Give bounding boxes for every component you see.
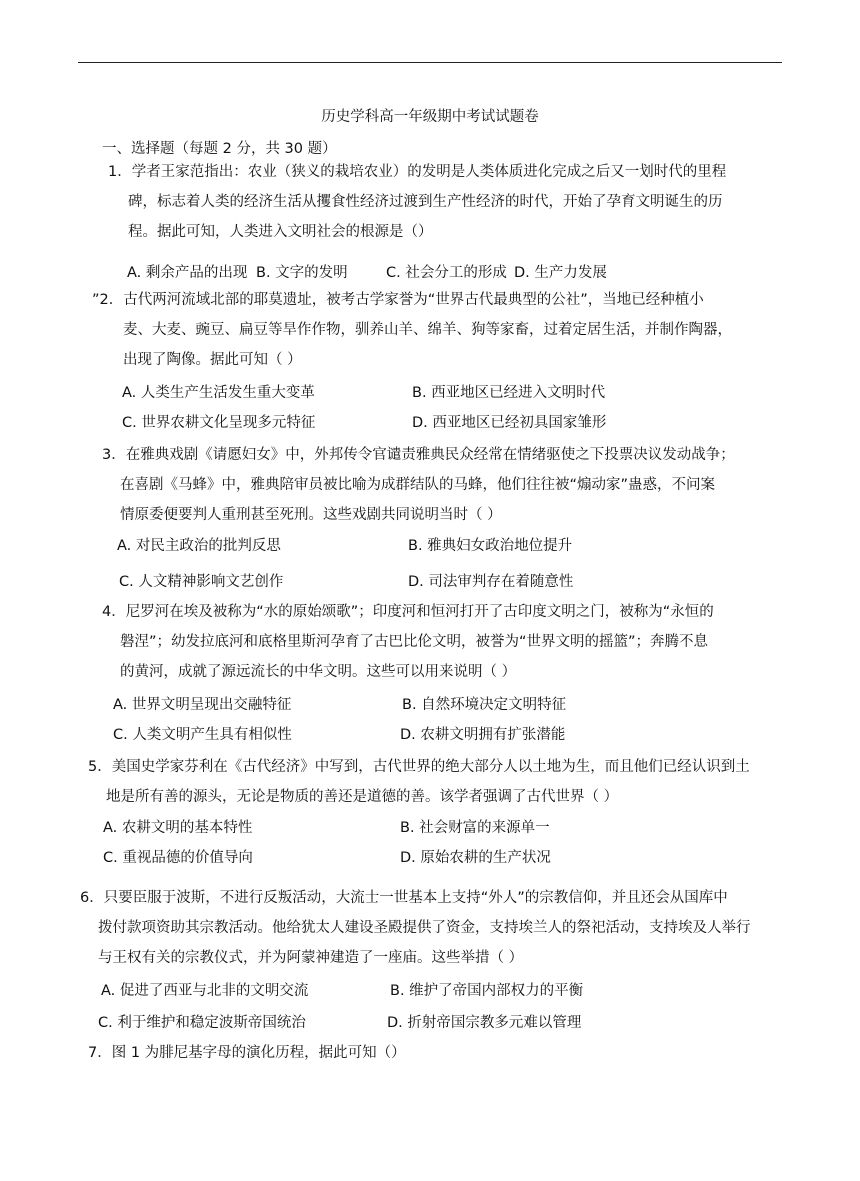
option-d: D. 原始农耕的生产状况 [400,850,551,866]
question-4 [102,597,714,687]
page-title: 历史学科高一年级期中考试试题卷 [321,109,539,125]
question-line: 出现了陶像。据此可知（ ） [123,352,302,368]
option-a: A. 剩余产品的出现 [127,265,248,281]
question-line: 程。据此可知，人类进入文明社会的根源是（） [128,224,433,240]
question-1 [108,157,726,247]
question-2 [92,285,732,375]
question-line: 1．学者王家范指出：农业（狭义的栽培农业）的发明是人类体质进化完成之后又一划时代的里程 [108,164,727,180]
option-a: A. 农耕文明的基本特性 [103,820,253,836]
question-5 [88,752,750,812]
option-c: C. 利于维护和稳定波斯帝国统治 [98,1015,306,1031]
question-line: 情原委便要判人重刑甚至死刑。这些戏剧共同说明当时（ ） [120,507,502,523]
option-d: D. 农耕文明拥有扩张潜能 [400,727,566,743]
question-line: ”2．古代两河流域北部的耶莫遗址，被考古学家誉为“世界古代最典型的公社”，当地已经种植小 [92,292,704,308]
option-a: A. 促进了西亚与北非的文明交流 [101,983,309,999]
question-line: 碑，标志着人类的经济生活从攫食性经济过渡到生产性经济的时代，开始了孕育文明诞生的历 [128,194,723,210]
question-line: 6．只要臣服于波斯，不进行反叛活动，大流士一世基本上支持“外人”的宗教信仰，并且还会从国库中 [80,890,728,906]
question-7 [88,1038,406,1068]
question-line: 的黄河，成就了源远流长的中华文明。这些可以用来说明（ ） [120,664,517,680]
question-line: 3．在雅典戏剧《请愿妇女》中，外邦传令官谴责雅典民众经常在情绪驱使之下投票决议发动战争； [102,447,735,463]
option-b: B. 雅典妇女政治地位提升 [408,538,573,554]
option-c: C. 世界农耕文化呈现多元特征 [122,415,316,431]
question-line: 在喜剧《马蜂》中，雅典陪审员被比喻为成群结队的马蜂，他们往往被“煽动家”蛊惑，不问案 [120,477,716,493]
option-c: C. 人文精神影响文艺创作 [119,574,284,590]
question-line: 磐涅”；幼发拉底河和底格里斯河孕育了古巴比伦文明，被誉为“世界文明的摇篮”；奔腾不息 [120,634,709,650]
question-line: 5．美国史学家芬利在《古代经济》中写到，古代世界的绝大部分人以土地为生，而且他们已经认识到土 [88,759,750,775]
option-a: A. 对民主政治的批判反思 [117,538,281,554]
option-b: B. 社会财富的来源单一 [400,820,550,836]
option-d: D. 西亚地区已经初具国家雏形 [412,415,607,431]
option-d: D. 司法审判存在着随意性 [408,574,574,590]
option-b: B. 文字的发明 [256,265,348,281]
option-b: B. 自然环境决定文明特征 [402,697,567,713]
option-c: C. 社会分工的形成 [386,265,507,281]
question-6 [80,883,751,973]
option-a: A. 人类生产生活发生重大变革 [122,385,315,401]
option-d: D. 折射帝国宗教多元难以管理 [387,1015,582,1031]
option-b: B. 维护了帝国内部权力的平衡 [390,983,584,999]
question-line: 7．图 1 为腓尼基字母的演化历程，据此可知（） [88,1045,406,1061]
question-line: 麦、大麦、豌豆、扁豆等旱作作物，驯养山羊、绵羊、狗等家畜，过着定居生活，并制作陶器， [123,322,732,338]
header-rule [78,62,782,63]
option-b: B. 西亚地区已经进入文明时代 [412,385,606,401]
question-line: 地是所有善的源头，无论是物质的善还是道德的善。该学者强调了古代世界（ ） [106,789,619,805]
section-heading: 一、选择题（每题 2 分，共 30 题） [102,141,337,157]
question-3 [102,440,735,530]
option-a: A. 世界文明呈现出交融特征 [113,697,292,713]
question-line: 与王权有关的宗教仪式，并为阿蒙神建造了一座庙。这些举措（ ） [98,950,524,966]
option-d: D. 生产力发展 [514,265,607,281]
option-c: C. 重视品德的价值导向 [103,850,253,866]
question-line: 拨付款项资助其宗教活动。他给犹太人建设圣殿提供了资金，支持埃兰人的祭祀活动，支持埃及人举行 [98,920,751,936]
option-c: C. 人类文明产生具有相似性 [113,727,292,743]
question-line: 4．尼罗河在埃及被称为“水的原始颂歌”；印度河和恒河打开了古印度文明之门，被称为“永恒的 [102,604,714,620]
